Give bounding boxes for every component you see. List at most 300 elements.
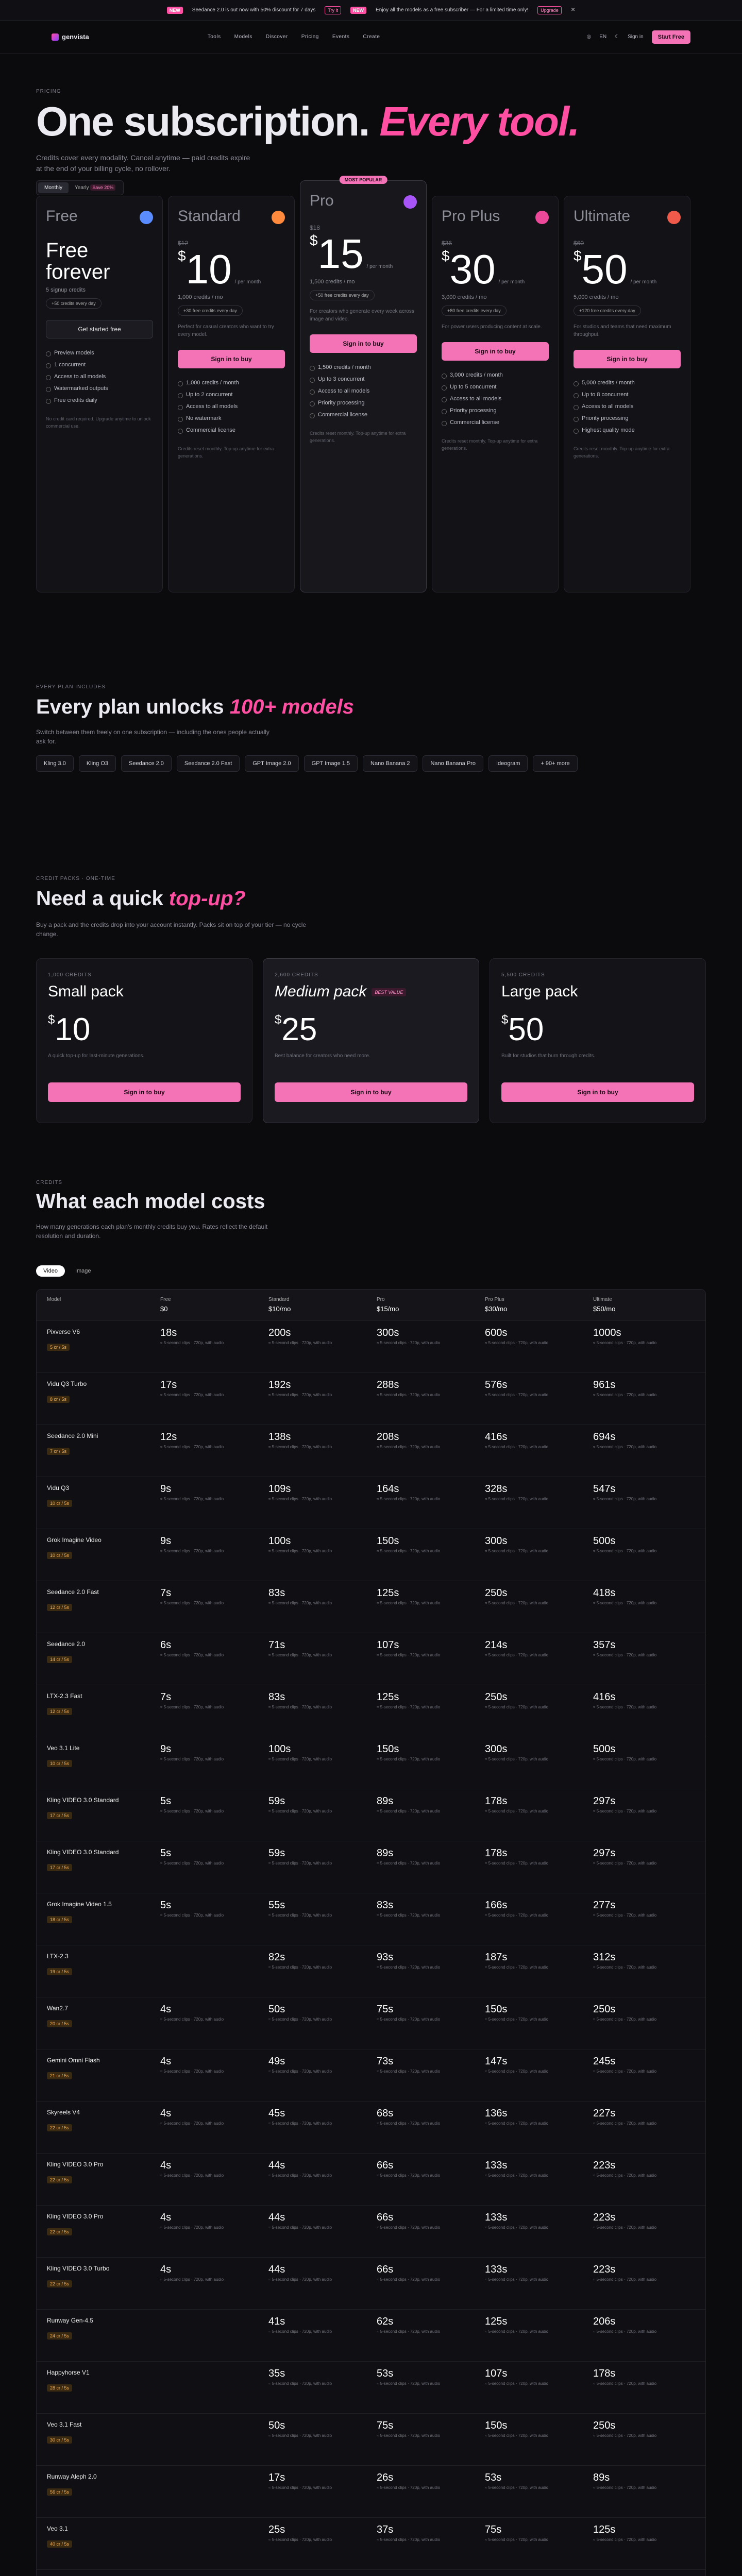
credits-line: 1,000 credits / mo xyxy=(178,294,223,300)
generations-count: 4s xyxy=(160,2108,172,2119)
generations-detail: ≈ 5-second clips · 720p, with audio xyxy=(377,1497,441,1501)
plan-footnote: Credits reset monthly. Top-up anytime for extra generations. xyxy=(574,446,670,459)
model-chip[interactable]: Kling O3 xyxy=(79,755,116,772)
generations-count: 6s xyxy=(160,1639,172,1651)
plan-card xyxy=(36,196,163,592)
generations-detail: ≈ 5-second clips · 720p, with audio xyxy=(268,1601,332,1605)
generations-detail: ≈ 5-second clips · 720p, with audio xyxy=(268,2433,332,2438)
globe-icon[interactable]: ◎ xyxy=(586,34,592,40)
generations-count: 89s xyxy=(593,2472,610,2483)
credit-pack-card xyxy=(36,958,252,1123)
model-name: Veo 3.1 Fast xyxy=(47,2421,82,2428)
generations-detail: ≈ 5-second clips · 720p, with audio xyxy=(593,1497,657,1501)
table-row xyxy=(37,1945,705,1983)
generations-detail: ≈ 5-second clips · 720p, with audio xyxy=(485,1601,549,1605)
generations-detail: ≈ 5-second clips · 720p, with audio xyxy=(485,1653,549,1657)
generations-detail: ≈ 5-second clips · 720p, with audio xyxy=(160,1601,224,1605)
nav-link[interactable]: Models xyxy=(234,34,252,40)
generations-detail: ≈ 5-second clips · 720p, with audio xyxy=(593,1861,657,1866)
generations-detail: ≈ 5-second clips · 720p, with audio xyxy=(377,2173,441,2178)
plan-card xyxy=(564,196,690,592)
table-header xyxy=(37,1290,705,1320)
generations-detail: ≈ 5-second clips · 720p, with audio xyxy=(593,2485,657,2490)
generations-count: 328s xyxy=(485,1483,508,1495)
generations-count: 1000s xyxy=(593,1327,621,1338)
column-price: $10/mo xyxy=(268,1305,291,1313)
generations-count: 37s xyxy=(377,2524,394,2535)
theme-toggle-icon[interactable]: ☾ xyxy=(615,34,620,40)
generations-detail: ≈ 5-second clips · 720p, with audio xyxy=(377,1601,441,1605)
generations-count: 125s xyxy=(377,1587,399,1599)
plan-name: Ultimate xyxy=(574,208,631,225)
generations-detail: ≈ 5-second clips · 720p, with audio xyxy=(268,2381,332,2386)
credit-cost-badge: 22 cr / 5s xyxy=(47,2176,72,2183)
feature-list xyxy=(442,372,549,426)
generations-count: 125s xyxy=(485,2316,508,2327)
generations-detail: ≈ 5-second clips · 720p, with audio xyxy=(268,1445,332,1449)
generations-count: 75s xyxy=(377,2004,394,2015)
announcement-text: Enjoy all the models as a free subscriber — For a limited time only! xyxy=(376,7,529,13)
daily-credits-pill: +50 free credits every day xyxy=(310,290,375,300)
pack-buy-button[interactable]: Sign in to buy xyxy=(275,1082,467,1102)
generations-count: 83s xyxy=(268,1587,285,1599)
old-price: $36 xyxy=(442,240,452,247)
generations-count: 125s xyxy=(377,1691,399,1703)
model-chip[interactable]: Seedance 2.0 xyxy=(121,755,172,772)
credit-cost-badge: 10 cr / 5s xyxy=(47,1500,72,1507)
generations-count: 297s xyxy=(593,1795,616,1807)
feature-item: 5,000 credits / month xyxy=(574,380,681,386)
model-chip[interactable]: Ideogram xyxy=(488,755,528,772)
generations-count: 26s xyxy=(377,2472,394,2483)
credits-line: 5 signup credits xyxy=(46,287,86,293)
generations-count: 44s xyxy=(268,2160,285,2171)
feature-item: Access to all models xyxy=(574,403,681,410)
generations-count: 68s xyxy=(377,2108,394,2119)
generations-count: 66s xyxy=(377,2160,394,2171)
old-price: $12 xyxy=(178,240,189,247)
generations-detail: ≈ 5-second clips · 720p, with audio xyxy=(268,1861,332,1866)
generations-detail: ≈ 5-second clips · 720p, with audio xyxy=(377,1341,441,1345)
generations-count: 53s xyxy=(377,2368,394,2379)
generations-detail: ≈ 5-second clips · 720p, with audio xyxy=(377,1965,441,1970)
credit-cost-badge: 17 cr / 5s xyxy=(47,1812,72,1819)
generations-count: 49s xyxy=(268,2056,285,2067)
generations-count: 208s xyxy=(377,1431,399,1443)
yearly-toggle[interactable]: Yearly Save 20% xyxy=(69,182,122,193)
generations-count: 4s xyxy=(160,2212,172,2223)
generations-detail: ≈ 5-second clips · 720p, with audio xyxy=(268,2225,332,2230)
daily-credits-pill: +30 free credits every day xyxy=(178,306,243,316)
pack-name: Small pack xyxy=(48,983,124,1000)
generations-detail: ≈ 5-second clips · 720p, with audio xyxy=(593,1757,657,1761)
generations-detail: ≈ 5-second clips · 720p, with audio xyxy=(268,1341,332,1345)
generations-detail: ≈ 5-second clips · 720p, with audio xyxy=(268,2121,332,2126)
generations-count: 187s xyxy=(485,1952,508,1963)
generations-count: 12s xyxy=(160,1431,177,1443)
feature-list xyxy=(178,380,285,433)
costs-eyebrow: CREDITS xyxy=(36,1180,62,1185)
sign-in-link[interactable]: Sign in xyxy=(628,34,644,40)
model-name: Runway Gen-4.5 xyxy=(47,2317,94,2324)
generations-count: 136s xyxy=(485,2108,508,2119)
generations-count: 223s xyxy=(593,2212,616,2223)
generations-count: 4s xyxy=(160,2160,172,2171)
generations-count: 961s xyxy=(593,1379,616,1391)
close-icon[interactable]: ✕ xyxy=(570,7,576,13)
generations-count: 600s xyxy=(485,1327,508,1338)
generations-detail: ≈ 5-second clips · 720p, with audio xyxy=(377,2069,441,2074)
column-header: Model xyxy=(47,1297,61,1302)
column-header: Standard xyxy=(268,1297,290,1302)
generations-count: 55s xyxy=(268,1900,285,1911)
nav-link[interactable]: Tools xyxy=(207,34,221,40)
tab-video[interactable]: Video xyxy=(36,1265,65,1277)
generations-count: 59s xyxy=(268,1848,285,1859)
plan-footnote: Credits reset monthly. Top-up anytime for extra generations. xyxy=(442,438,538,451)
credits-line: 3,000 credits / mo xyxy=(442,294,487,300)
pack-buy-button[interactable]: Sign in to buy xyxy=(501,1082,694,1102)
generations-detail: ≈ 5-second clips · 720p, with audio xyxy=(160,1809,224,1814)
generations-detail: ≈ 5-second clips · 720p, with audio xyxy=(160,1653,224,1657)
daily-credits-pill: +80 free credits every day xyxy=(442,306,507,316)
generations-count: 7s xyxy=(160,1587,172,1599)
plan-icon xyxy=(272,211,285,224)
save-badge: Save 20% xyxy=(90,184,115,191)
column-header: Ultimate xyxy=(593,1297,612,1302)
pack-credits: 5,500 CREDITS xyxy=(501,972,545,978)
generations-detail: ≈ 5-second clips · 720p, with audio xyxy=(268,1965,332,1970)
model-name: Gemini Omni Flash xyxy=(47,2057,100,2064)
pack-description: Best balance for creators who need more. xyxy=(275,1053,370,1059)
generations-detail: ≈ 5-second clips · 720p, with audio xyxy=(485,2329,549,2334)
generations-count: 107s xyxy=(377,1639,399,1651)
feature-item: Up to 3 concurrent xyxy=(310,376,417,382)
generations-count: 7s xyxy=(160,1691,172,1703)
tab-image[interactable]: Image xyxy=(75,1268,91,1274)
model-chip[interactable]: GPT Image 2.0 xyxy=(245,755,298,772)
model-chip[interactable]: Nano Banana Pro xyxy=(423,755,483,772)
generations-count: 5s xyxy=(160,1900,172,1911)
billing-toggle xyxy=(36,180,124,195)
generations-count: 178s xyxy=(485,1795,508,1807)
generations-count: 71s xyxy=(268,1639,285,1651)
pack-price: $25 xyxy=(275,1012,317,1047)
announcement-text: Seedance 2.0 is out now with 50% discount for 7 days xyxy=(192,7,316,13)
generations-count: 133s xyxy=(485,2264,508,2275)
table-row xyxy=(37,1841,705,1879)
generations-count: 547s xyxy=(593,1483,616,1495)
generations-count: 297s xyxy=(593,1848,616,1859)
credit-cost-badge: 17 cr / 5s xyxy=(47,1864,72,1871)
generations-detail: ≈ 5-second clips · 720p, with audio xyxy=(160,2121,224,2126)
generations-count: 245s xyxy=(593,2056,616,2067)
pack-price: $10 xyxy=(48,1012,91,1047)
generations-detail: ≈ 5-second clips · 720p, with audio xyxy=(485,2069,549,2074)
nav-link[interactable]: Create xyxy=(363,34,380,40)
generations-detail: ≈ 5-second clips · 720p, with audio xyxy=(485,2433,549,2438)
model-name: Wan2.7 xyxy=(47,2005,68,2012)
table-row xyxy=(37,2569,705,2576)
table-row xyxy=(37,1425,705,1463)
price-period: / per month xyxy=(234,279,261,285)
credits-line: 1,500 credits / mo xyxy=(310,279,355,285)
generations-detail: ≈ 5-second clips · 720p, with audio xyxy=(268,1913,332,1918)
models-subtitle: Switch between them freely on one subscription — including the ones people actually ask for. xyxy=(36,728,269,745)
generations-detail: ≈ 5-second clips · 720p, with audio xyxy=(268,1393,332,1397)
nav-link[interactable]: Discover xyxy=(265,34,288,40)
generations-detail: ≈ 5-second clips · 720p, with audio xyxy=(593,1705,657,1709)
generations-detail: ≈ 5-second clips · 720p, with audio xyxy=(377,2017,441,2022)
new-badge: NEW xyxy=(167,7,183,14)
plan-name: Pro Plus xyxy=(442,208,500,225)
modality-tabs xyxy=(36,1265,98,1277)
generations-count: 694s xyxy=(593,1431,616,1443)
generations-detail: ≈ 5-second clips · 720p, with audio xyxy=(377,1393,441,1397)
credit-pack-card xyxy=(263,958,479,1123)
generations-count: 53s xyxy=(485,2472,502,2483)
brand-logo[interactable] xyxy=(52,33,89,41)
feature-item: 1 concurrent xyxy=(46,362,153,368)
credit-cost-badge: 22 cr / 5s xyxy=(47,2228,72,2235)
feature-item: Priority processing xyxy=(310,400,417,406)
generations-count: 288s xyxy=(377,1379,399,1391)
generations-detail: ≈ 5-second clips · 720p, with audio xyxy=(485,2121,549,2126)
feature-item: 1,000 credits / month xyxy=(178,380,285,386)
credit-cost-badge: 14 cr / 5s xyxy=(47,1656,72,1663)
generations-count: 164s xyxy=(377,1483,399,1495)
generations-detail: ≈ 5-second clips · 720p, with audio xyxy=(268,2329,332,2334)
feature-item: No watermark xyxy=(178,415,285,421)
generations-count: 133s xyxy=(485,2212,508,2223)
generations-detail: ≈ 5-second clips · 720p, with audio xyxy=(593,1653,657,1657)
table-row xyxy=(37,1320,705,1359)
generations-detail: ≈ 5-second clips · 720p, with audio xyxy=(485,1861,549,1866)
feature-list xyxy=(310,364,417,418)
plan-cta-button[interactable]: Sign in to buy xyxy=(178,350,285,368)
generations-count: 133s xyxy=(485,2160,508,2171)
plan-cta-button[interactable]: Get started free xyxy=(46,320,153,338)
feature-item: Access to all models xyxy=(442,396,549,402)
model-name: Vidu Q3 xyxy=(47,1484,70,1492)
credit-cost-badge: 8 cr / 5s xyxy=(47,1396,70,1403)
announcement-link[interactable]: Try it xyxy=(325,6,341,14)
generations-detail: ≈ 5-second clips · 720p, with audio xyxy=(268,2173,332,2178)
generations-detail: ≈ 5-second clips · 720p, with audio xyxy=(377,1445,441,1449)
monthly-toggle[interactable]: Monthly xyxy=(38,182,69,193)
generations-count: 66s xyxy=(377,2264,394,2275)
pack-buy-button[interactable]: Sign in to buy xyxy=(48,1082,241,1102)
model-name: Grok Imagine Video 1.5 xyxy=(47,1901,112,1908)
generations-detail: ≈ 5-second clips · 720p, with audio xyxy=(485,1549,549,1553)
pack-description: A quick top-up for last-minute generations. xyxy=(48,1053,145,1059)
models-eyebrow: EVERY PLAN INCLUDES xyxy=(36,684,106,690)
generations-detail: ≈ 5-second clips · 720p, with audio xyxy=(160,1861,224,1866)
column-price: $30/mo xyxy=(485,1305,508,1313)
generations-detail: ≈ 5-second clips · 720p, with audio xyxy=(377,2225,441,2230)
credits-line: 5,000 credits / mo xyxy=(574,294,619,300)
generations-detail: ≈ 5-second clips · 720p, with audio xyxy=(593,2225,657,2230)
generations-detail: ≈ 5-second clips · 720p, with audio xyxy=(485,2173,549,2178)
generations-count: 93s xyxy=(377,1952,394,1963)
generations-count: 100s xyxy=(268,1743,291,1755)
column-price: $0 xyxy=(160,1305,168,1313)
generations-detail: ≈ 5-second clips · 720p, with audio xyxy=(268,1705,332,1709)
generations-count: 62s xyxy=(377,2316,394,2327)
generations-detail: ≈ 5-second clips · 720p, with audio xyxy=(485,2225,549,2230)
generations-count: 107s xyxy=(485,2368,508,2379)
generations-detail: ≈ 5-second clips · 720p, with audio xyxy=(160,1705,224,1709)
model-name: Grok Imagine Video xyxy=(47,1536,102,1544)
generations-count: 138s xyxy=(268,1431,291,1443)
nav-link[interactable]: Pricing xyxy=(301,34,319,40)
feature-item: Up to 5 concurrent xyxy=(442,384,549,390)
credit-cost-badge: 12 cr / 5s xyxy=(47,1604,72,1611)
plan-card xyxy=(432,196,559,592)
feature-item: 3,000 credits / month xyxy=(442,372,549,378)
generations-count: 59s xyxy=(268,1795,285,1807)
nav-link[interactable]: Events xyxy=(332,34,350,40)
costs-title: What each model costs xyxy=(36,1190,265,1213)
plan-name: Pro xyxy=(310,192,334,209)
plan-name: Free xyxy=(46,208,78,225)
table-row xyxy=(37,2413,705,2451)
pack-credits: 2,600 CREDITS xyxy=(275,972,318,978)
generations-detail: ≈ 5-second clips · 720p, with audio xyxy=(268,1549,332,1553)
credit-cost-badge: 18 cr / 5s xyxy=(47,1916,72,1923)
main-nav xyxy=(0,21,742,54)
topup-eyebrow: CREDIT PACKS · ONE-TIME xyxy=(36,876,115,882)
generations-count: 166s xyxy=(485,1900,508,1911)
new-badge: NEW xyxy=(350,7,366,14)
generations-count: 83s xyxy=(377,1900,394,1911)
generations-count: 100s xyxy=(268,1535,291,1547)
generations-detail: ≈ 5-second clips · 720p, with audio xyxy=(593,2069,657,2074)
plan-footnote: No credit card required. Upgrade anytime to unlock commercial use. xyxy=(46,416,151,429)
generations-detail: ≈ 5-second clips · 720p, with audio xyxy=(377,2121,441,2126)
generations-detail: ≈ 5-second clips · 720p, with audio xyxy=(268,2017,332,2022)
generations-count: 4s xyxy=(160,2004,172,2015)
generations-detail: ≈ 5-second clips · 720p, with audio xyxy=(593,1601,657,1605)
pack-credits: 1,000 CREDITS xyxy=(48,972,92,978)
generations-count: 18s xyxy=(160,1327,177,1338)
generations-detail: ≈ 5-second clips · 720p, with audio xyxy=(593,1809,657,1814)
daily-credits-pill: +50 credits every day xyxy=(46,298,102,309)
generations-count: 83s xyxy=(268,1691,285,1703)
upgrade-link[interactable]: Upgrade xyxy=(537,6,562,14)
generations-detail: ≈ 5-second clips · 720p, with audio xyxy=(377,2485,441,2490)
credit-cost-badge: 7 cr / 5s xyxy=(47,1448,70,1455)
credit-pack-card xyxy=(490,958,706,1123)
plan-icon xyxy=(535,211,549,224)
generations-count: 300s xyxy=(377,1327,399,1338)
language-select[interactable]: EN xyxy=(599,34,607,40)
brand-name: genvista xyxy=(62,33,89,41)
generations-count: 50s xyxy=(268,2420,285,2431)
plan-cta-button[interactable]: Sign in to buy xyxy=(310,334,417,353)
table-row xyxy=(37,1893,705,1931)
generations-detail: ≈ 5-second clips · 720p, with audio xyxy=(593,1393,657,1397)
generations-count: 4s xyxy=(160,2264,172,2275)
generations-count: 250s xyxy=(593,2420,616,2431)
generations-count: 4s xyxy=(160,2056,172,2067)
generations-count: 250s xyxy=(593,2004,616,2015)
generations-detail: ≈ 5-second clips · 720p, with audio xyxy=(593,2173,657,2178)
table-row xyxy=(37,1997,705,2035)
model-name: Veo 3.1 Lite xyxy=(47,1744,80,1752)
table-row xyxy=(37,2309,705,2347)
popular-badge: MOST POPULAR xyxy=(340,176,387,184)
generations-count: 500s xyxy=(593,1535,616,1547)
credit-cost-badge: 19 cr / 5s xyxy=(47,1968,72,1975)
generations-detail: ≈ 5-second clips · 720p, with audio xyxy=(160,1549,224,1553)
generations-detail: ≈ 5-second clips · 720p, with audio xyxy=(268,1809,332,1814)
feature-item: Access to all models xyxy=(178,403,285,410)
model-cost-table xyxy=(36,1289,706,2576)
price-period: / per month xyxy=(630,279,657,285)
model-chip-list xyxy=(36,755,634,778)
generations-detail: ≈ 5-second clips · 720p, with audio xyxy=(377,2381,441,2386)
generations-detail: ≈ 5-second clips · 720p, with audio xyxy=(485,1913,549,1918)
model-name: Seedance 2.0 Mini xyxy=(47,1432,98,1439)
models-title: Every plan unlocks 100+ models xyxy=(36,696,354,718)
generations-count: 17s xyxy=(160,1379,177,1391)
model-name: Kling VIDEO 3.0 Standard xyxy=(47,1797,119,1804)
generations-count: 300s xyxy=(485,1743,508,1755)
model-chip[interactable]: + 90+ more xyxy=(533,755,577,772)
table-row xyxy=(37,2205,705,2243)
pack-price: $50 xyxy=(501,1012,544,1047)
generations-detail: ≈ 5-second clips · 720p, with audio xyxy=(160,1393,224,1397)
start-free-button[interactable]: Start Free xyxy=(652,30,690,44)
generations-detail: ≈ 5-second clips · 720p, with audio xyxy=(593,2329,657,2334)
generations-detail: ≈ 5-second clips · 720p, with audio xyxy=(160,2069,224,2074)
model-chip[interactable]: Seedance 2.0 Fast xyxy=(177,755,240,772)
price-period: / per month xyxy=(366,264,393,269)
generations-count: 9s xyxy=(160,1483,172,1495)
generations-detail: ≈ 5-second clips · 720p, with audio xyxy=(377,2329,441,2334)
credit-cost-badge: 28 cr / 5s xyxy=(47,2384,72,2392)
table-row xyxy=(37,1789,705,1827)
credit-cost-badge: 22 cr / 5s xyxy=(47,2280,72,2287)
model-chip[interactable]: Nano Banana 2 xyxy=(363,755,417,772)
generations-detail: ≈ 5-second clips · 720p, with audio xyxy=(268,2537,332,2542)
credit-cost-badge: 10 cr / 5s xyxy=(47,1760,72,1767)
generations-detail: ≈ 5-second clips · 720p, with audio xyxy=(485,1341,549,1345)
plan-cta-button[interactable]: Sign in to buy xyxy=(442,342,549,361)
model-chip[interactable]: GPT Image 1.5 xyxy=(304,755,358,772)
generations-count: 44s xyxy=(268,2264,285,2275)
generations-count: 500s xyxy=(593,1743,616,1755)
model-name: Kling VIDEO 3.0 Pro xyxy=(47,2213,104,2220)
generations-detail: ≈ 5-second clips · 720p, with audio xyxy=(593,1549,657,1553)
generations-count: 109s xyxy=(268,1483,291,1495)
plan-cta-button[interactable]: Sign in to buy xyxy=(574,350,681,368)
generations-detail: ≈ 5-second clips · 720p, with audio xyxy=(485,2381,549,2386)
generations-detail: ≈ 5-second clips · 720p, with audio xyxy=(160,2225,224,2230)
table-row xyxy=(37,1633,705,1671)
generations-count: 178s xyxy=(593,2368,616,2379)
model-name: Runway Aleph 2.0 xyxy=(47,2473,97,2480)
table-row xyxy=(37,1737,705,1775)
page-subtitle: Credits cover every modality. Cancel anytime — paid credits expire at the end of your billing cycle, no rollover. xyxy=(36,154,250,173)
model-chip[interactable]: Kling 3.0 xyxy=(36,755,74,772)
credit-cost-badge: 21 cr / 5s xyxy=(47,2072,72,2079)
generations-count: 357s xyxy=(593,1639,616,1651)
generations-detail: ≈ 5-second clips · 720p, with audio xyxy=(377,1653,441,1657)
old-price: $18 xyxy=(310,224,321,231)
generations-detail: ≈ 5-second clips · 720p, with audio xyxy=(160,1913,224,1918)
